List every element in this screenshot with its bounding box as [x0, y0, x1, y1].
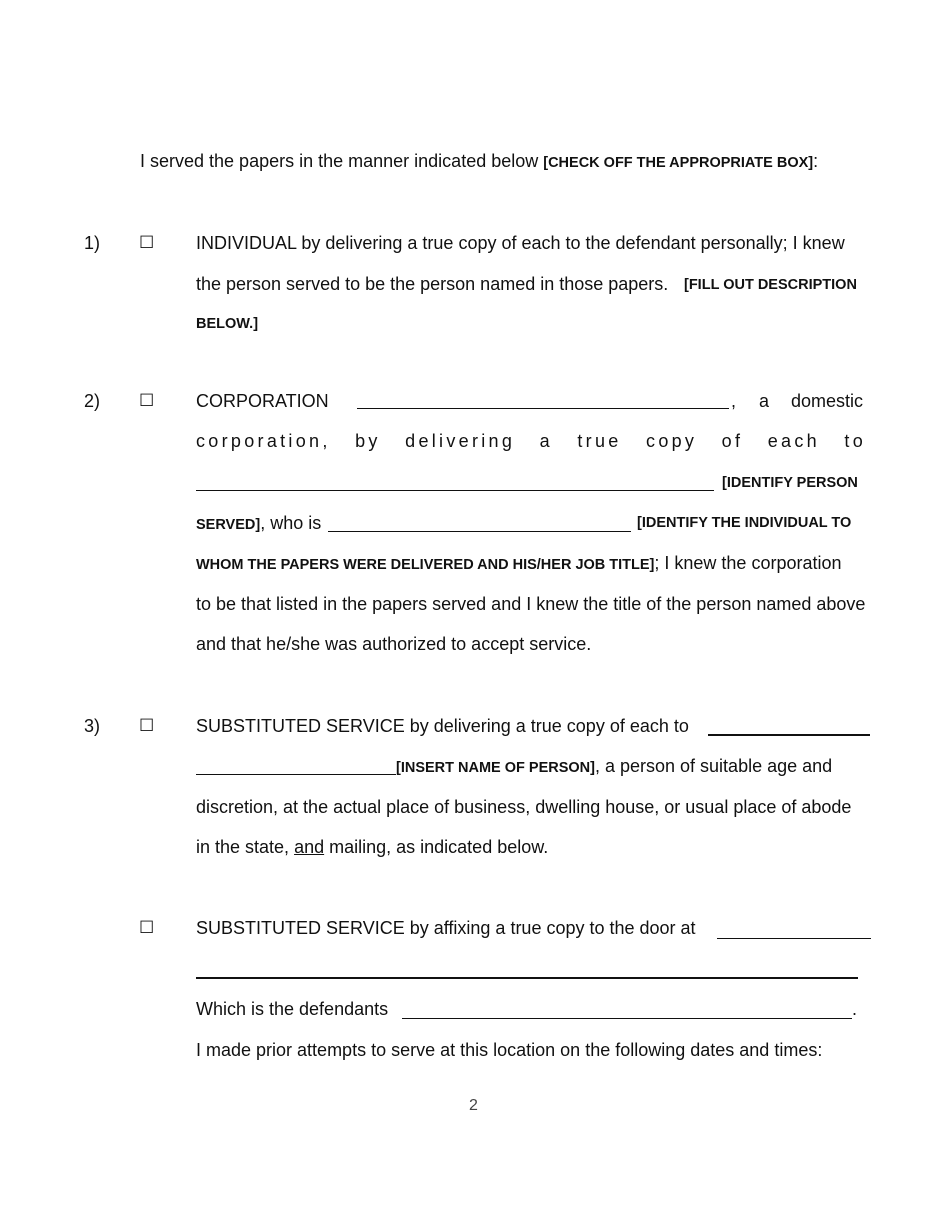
section-2-line-2: corporation, by delivering a true copy of each to [196, 431, 866, 451]
section-4-line-4: I made prior attempts to serve at this location on the following dates and times: [196, 1040, 823, 1060]
section-2-line-7: and that he/she was authorized to accept service. [196, 634, 592, 654]
section-2-word-a: a [759, 391, 770, 411]
section-2-instruction-whom: WHOM THE PAPERS WERE DELIVERED AND HIS/HER JOB TITLE] [196, 557, 655, 573]
intro-colon: : [813, 151, 819, 171]
section-2-knew-corporation: ; I knew the corporation [654, 553, 842, 573]
door-address-blank-1[interactable] [717, 938, 871, 939]
intro-text: I served the papers in the manner indicated below [140, 151, 544, 171]
person-served-blank[interactable] [196, 490, 714, 491]
section-2-number: 2) [84, 391, 101, 411]
section-2-comma: , [731, 391, 737, 411]
intro-instruction: [CHECK OFF THE APPROPRIATE BOX] [543, 155, 814, 171]
section-3-instruction: [INSERT NAME OF PERSON] [396, 760, 595, 776]
section-1-line-2-text: the person served to be the person named in those papers. [196, 274, 669, 294]
section-3-line-4-end: mailing, as indicated below. [324, 837, 549, 857]
section-4-line-3: Which is the defendants [196, 999, 389, 1019]
section-2-checkbox[interactable]: ☐ [139, 391, 155, 410]
section-3-line-4 [196, 837, 548, 858]
section-2-who-is: , who is [260, 513, 322, 533]
section-2-word-domestic: domestic [791, 391, 864, 411]
section-1-instruction: [FILL OUT DESCRIPTION [684, 277, 857, 293]
substitute-person-blank-1[interactable] [708, 734, 870, 736]
defendant-place-blank[interactable] [402, 1018, 852, 1019]
section-1-line-1: INDIVIDUAL by delivering a true copy of each to the defendant personally; I knew [196, 233, 845, 253]
substitute-person-blank-2[interactable] [196, 774, 396, 775]
section-1-checkbox[interactable]: ☐ [139, 233, 155, 252]
corporation-name-blank[interactable] [357, 408, 729, 409]
section-1-instruction-end: BELOW.] [196, 316, 259, 332]
section-2-served-tag: SERVED] [196, 517, 261, 533]
section-2-line-4 [196, 513, 321, 534]
section-4-period: . [852, 999, 858, 1019]
section-2-line-5 [196, 553, 842, 574]
section-2-instruction-identify-person: [IDENTIFY PERSON [722, 475, 858, 491]
section-4-checkbox[interactable]: ☐ [139, 918, 155, 937]
intro-line [140, 151, 818, 172]
door-address-blank-2[interactable] [196, 977, 858, 979]
section-2-instruction-identify-individual: [IDENTIFY THE INDIVIDUAL TO [637, 515, 852, 531]
section-3-number: 3) [84, 716, 101, 736]
section-2-line-6: to be that listed in the papers served and I knew the title of the person named above [196, 594, 866, 614]
section-1-line-2 [196, 274, 668, 295]
section-2-corporation-label: CORPORATION [196, 391, 329, 411]
page-number: 2 [469, 1097, 478, 1114]
section-1-number: 1) [84, 233, 101, 253]
section-3-line-2 [396, 756, 832, 777]
section-3-line-1: SUBSTITUTED SERVICE by delivering a true copy of each to [196, 716, 689, 736]
section-3-line-2-text: , a person of suitable age and [594, 756, 833, 776]
section-3-and: and [294, 837, 325, 857]
section-3-line-3: discretion, at the actual place of business, dwelling house, or usual place of abode [196, 797, 852, 817]
section-3-checkbox[interactable]: ☐ [139, 716, 155, 735]
individual-title-blank[interactable] [328, 531, 631, 532]
section-4-line-1: SUBSTITUTED SERVICE by affixing a true copy to the door at [196, 918, 696, 938]
section-3-line-4-start: in the state, [196, 837, 295, 857]
